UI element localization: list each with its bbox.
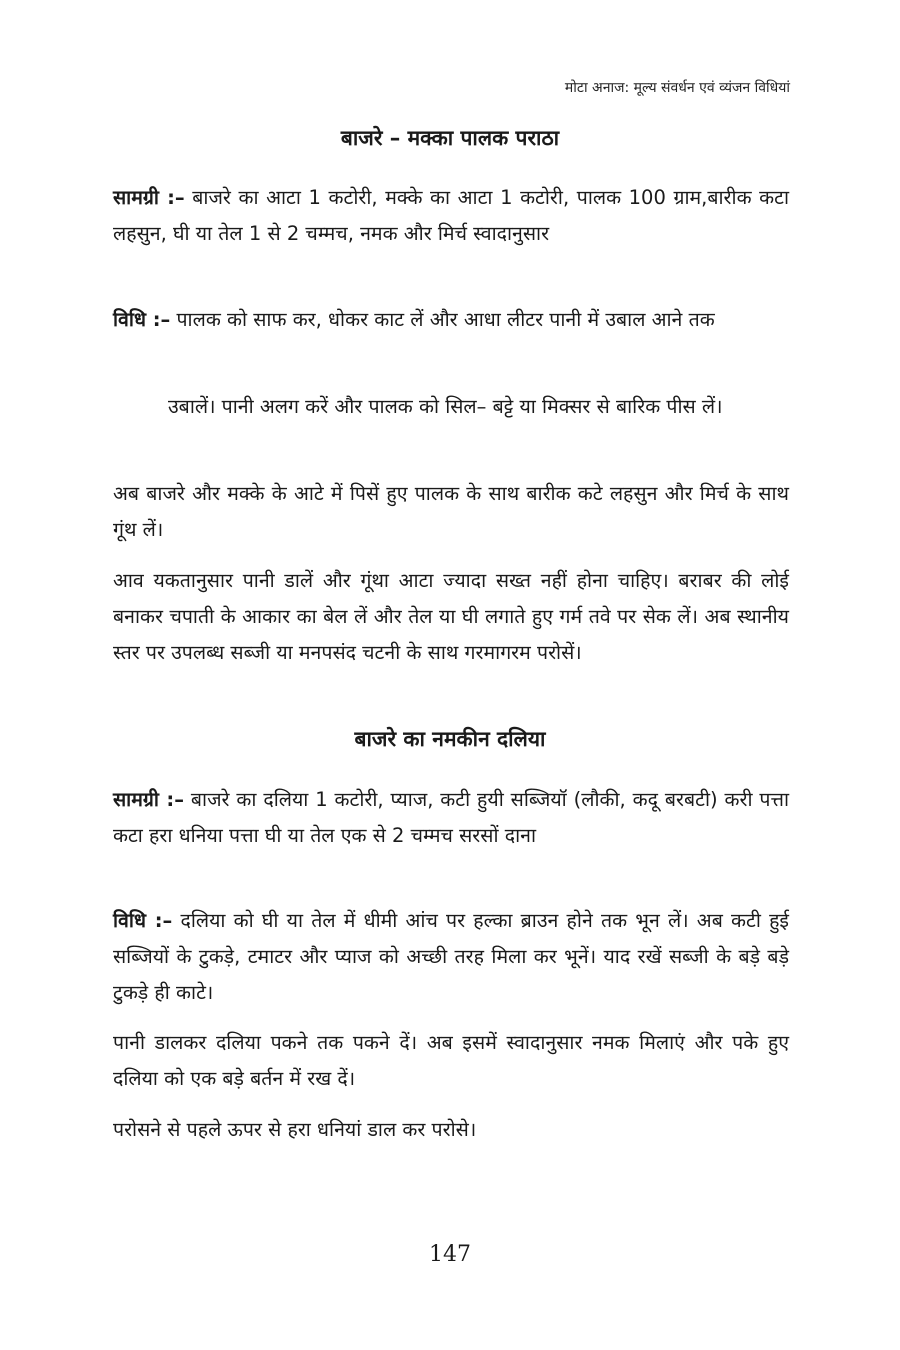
recipe2-ingredients <box>113 782 789 854</box>
running-header: मोटा अनाज: मूल्य संवर्धन एवं व्यंजन विधियां <box>564 80 790 96</box>
method-text: दलिया को घी या तेल में धीमी आंच पर हल्का ब्राउन होने तक भून लें। अब कटी हुई सब्जियों के टुकड़े, टमाटर और प्याज को अच्छी तरह मिला कर भूनें। याद रखें सब्जी के बड़े बड़े टुकड़े ही काटे। <box>113 909 789 1004</box>
ingredients-label: सामग्री :– <box>113 788 184 811</box>
page-number: 147 <box>429 1242 471 1267</box>
ingredients-label: सामग्री :– <box>113 186 185 209</box>
recipe1-method <box>113 302 789 338</box>
ingredients-text: बाजरे का आटा 1 कटोरी, मक्के का आटा 1 कटोरी, पालक 100 ग्राम,बारीक कटा लहसुन, घी या तेल 1 से 2 चम्मच, नमक और मिर्च स्वादानुसार <box>113 186 790 245</box>
recipe-title-bajra-makka-palak-paratha: बाजरे – मक्का पालक पराठा <box>340 126 560 150</box>
recipe2-method-paragraph-2: पानी डालकर दलिया पकने तक पकने दें। अब इसमें स्वादानुसार नमक मिलाएं और पके हुए दलिया को एक बड़े बर्तन में रख दें। <box>113 1031 789 1090</box>
ingredients-text: बाजरे का दलिया 1 कटोरी, प्याज, कटी हुयी सब्जियॉ (लौकी, कदू बरबटी) करी पत्ता कटा हरा धनिया पत्ता घी या तेल एक से 2 चम्मच सरसों दाना <box>113 788 789 847</box>
recipe-title-bajre-ka-namkeen-daliya: बाजरे का नमकीन दलिया <box>354 727 546 751</box>
recipe1-method-paragraph-2: उबालें। पानी अलग करें और पालक को सिल– बट्टे या मिक्सर से बारिक पीस लें। <box>168 395 723 418</box>
recipe1-method-paragraph-4: आव यकतानुसार पानी डालें और गूंथा आटा ज्यादा सख्त नहीं होना चाहिए। बराबर की लोई बनाकर चपाती के आकार का बेल लें और तेल या घी लगाते हुए गर्म तवे पर सेक लें। अब स्थानीय स्तर पर उपलब्ध सब्जी या मनपसंद चटनी के साथ गरमागरम परोसें। <box>113 569 789 664</box>
recipe1-method-paragraph-3: अब बाजरे और मक्के के आटे में पिसें हुए पालक के साथ बारीक कटे लहसुन और मिर्च के साथ गूंथ लें। <box>113 482 789 541</box>
recipe1-ingredients <box>113 180 789 252</box>
recipe2-method-paragraph-3: परोसने से पहले ऊपर से हरा धनियां डाल कर परोसे। <box>113 1118 477 1141</box>
method-text: पालक को साफ कर, धोकर काट लें और आधा लीटर पानी में उबाल आने तक <box>176 308 715 331</box>
method-label: विधि :– <box>113 308 171 331</box>
method-label: विधि :– <box>113 909 173 932</box>
recipe2-method <box>113 903 789 1011</box>
